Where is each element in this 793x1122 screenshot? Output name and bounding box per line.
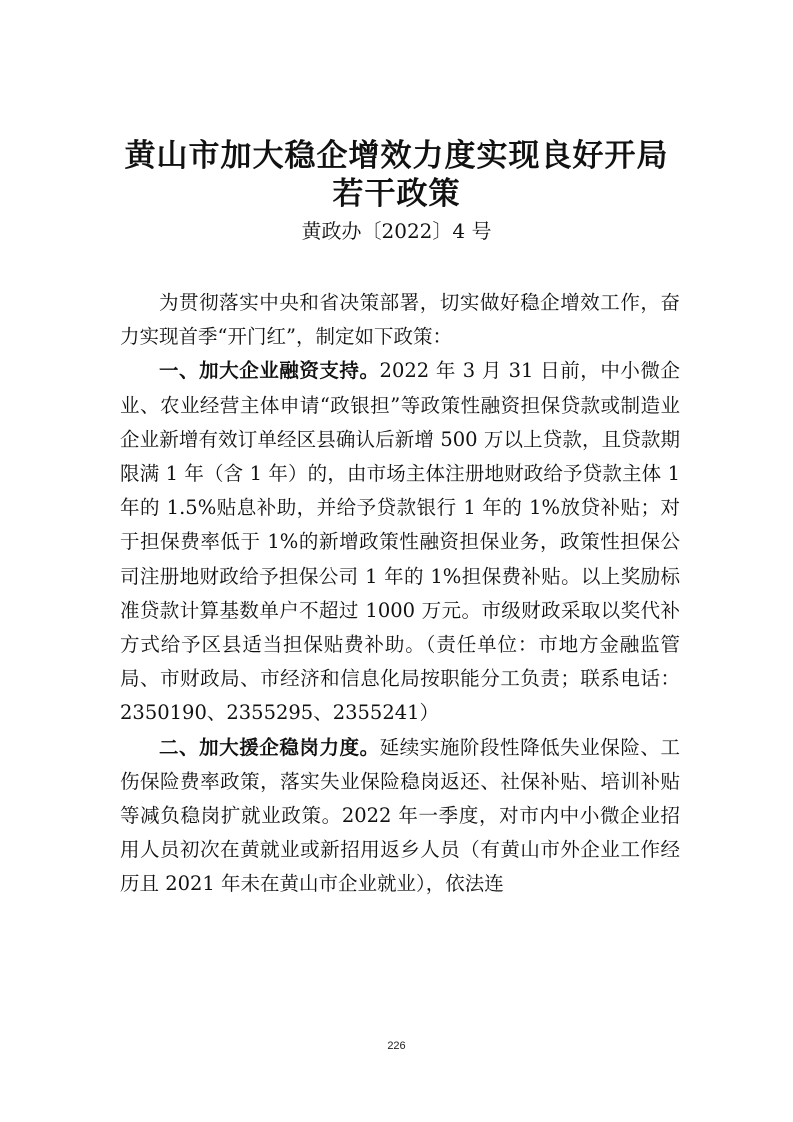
section-1-paragraph <box>120 354 680 730</box>
section-1-heading: 一、加大企业融资支持。 <box>159 359 380 383</box>
document-number: 黄政办〔2022〕4 号 <box>301 219 492 243</box>
document-title-line-2: 若干政策 <box>332 176 461 212</box>
section-2-paragraph <box>120 731 680 902</box>
section-2-text: 延续实施阶段性降低失业保险、工伤保险费率政策，落实失业保险稳岗返还、社保补贴、培训补贴等减负稳岗扩就业政策。2022 年一季度，对市内中小微企业招用人员初次在黄就业或新招用返乡人员（有黄山市外企业工作经历且 2021 年未在黄山市企业就业），依法连 <box>120 735 680 896</box>
section-1-text: 2022 年 3 月 31 日前，中小微企业、农业经营主体申请“政银担”等政策性融资担保贷款或制造业企业新增有效订单经区县确认后新增 500 万以上贷款，且贷款期限满 1 年（含 1 年）的，由市场主体注册地财政给予贷款主体 1 年的 1.5%贴息补助，并给予贷款银行 1 年的 1%放贷补贴；对于担保费率低于 1%的新增政策性融资担保业务，政策性担保公司注册地财政给予担保公司 1 年的 1%担保费补贴。以上奖励标准贷款计算基数单户不超过 1000 万元。市级财政采取以奖代补方式给予区县适当担保贴费补助。（责任单位：市地方金融监管局、市财政局、市经济和信息化局按职能分工负责；联系电话：2350190、2355295、2355241） <box>120 359 680 725</box>
section-2-heading: 二、加大援企稳岗力度。 <box>159 735 380 759</box>
document-body <box>120 286 680 902</box>
intro-paragraph: 为贯彻落实中央和省决策部署，切实做好稳企增效工作，奋力实现首季“开门红”，制定如下政策： <box>120 291 680 349</box>
page-number: 226 <box>387 1040 406 1052</box>
document-title-line-1: 黄山市加大稳企增效力度实现良好开局 <box>124 138 669 174</box>
